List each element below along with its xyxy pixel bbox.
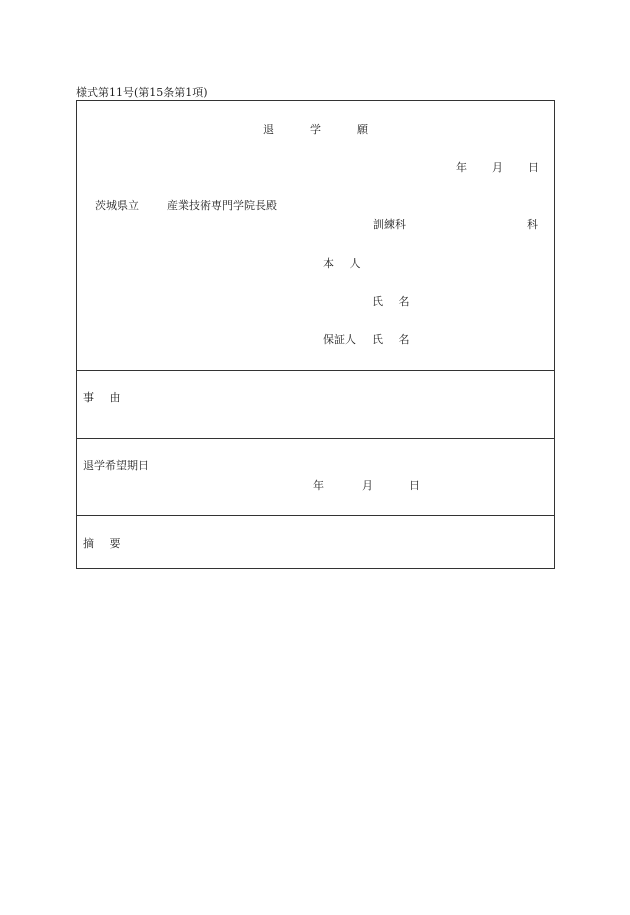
date-month-label: 月 xyxy=(492,161,503,174)
withdrawal-date-year: 年 xyxy=(313,479,324,492)
guarantor-name-label: 氏 名 xyxy=(372,333,416,346)
addressee-prefecture: 茨城県立 xyxy=(95,199,139,212)
remarks-label: 摘 要 xyxy=(83,537,127,550)
reason-label: 事 由 xyxy=(83,391,127,404)
section-divider-remarks xyxy=(77,515,554,516)
withdrawal-date-day: 日 xyxy=(409,479,420,492)
guarantor-label: 保証人 xyxy=(323,333,356,346)
applicant-label: 本 人 xyxy=(323,257,367,270)
course-suffix: 科 xyxy=(527,218,538,231)
course-label: 訓練科 xyxy=(373,218,406,231)
applicant-name-label: 氏 名 xyxy=(372,295,416,308)
date-year-label: 年 xyxy=(456,161,467,174)
form-title-char-1: 退 xyxy=(263,123,274,136)
form-number-label: 様式第11号(第15条第1項) xyxy=(76,86,208,99)
section-divider-reason xyxy=(77,370,554,371)
withdrawal-date-label: 退学希望期日 xyxy=(83,459,149,472)
form-title-char-3: 願 xyxy=(357,123,368,136)
form-title-char-2: 学 xyxy=(310,123,321,136)
addressee-school: 産業技術専門学院長殿 xyxy=(167,199,277,212)
section-divider-withdrawal-date xyxy=(77,438,554,439)
withdrawal-form-table xyxy=(76,100,555,569)
withdrawal-date-month: 月 xyxy=(362,479,373,492)
date-day-label: 日 xyxy=(528,161,539,174)
